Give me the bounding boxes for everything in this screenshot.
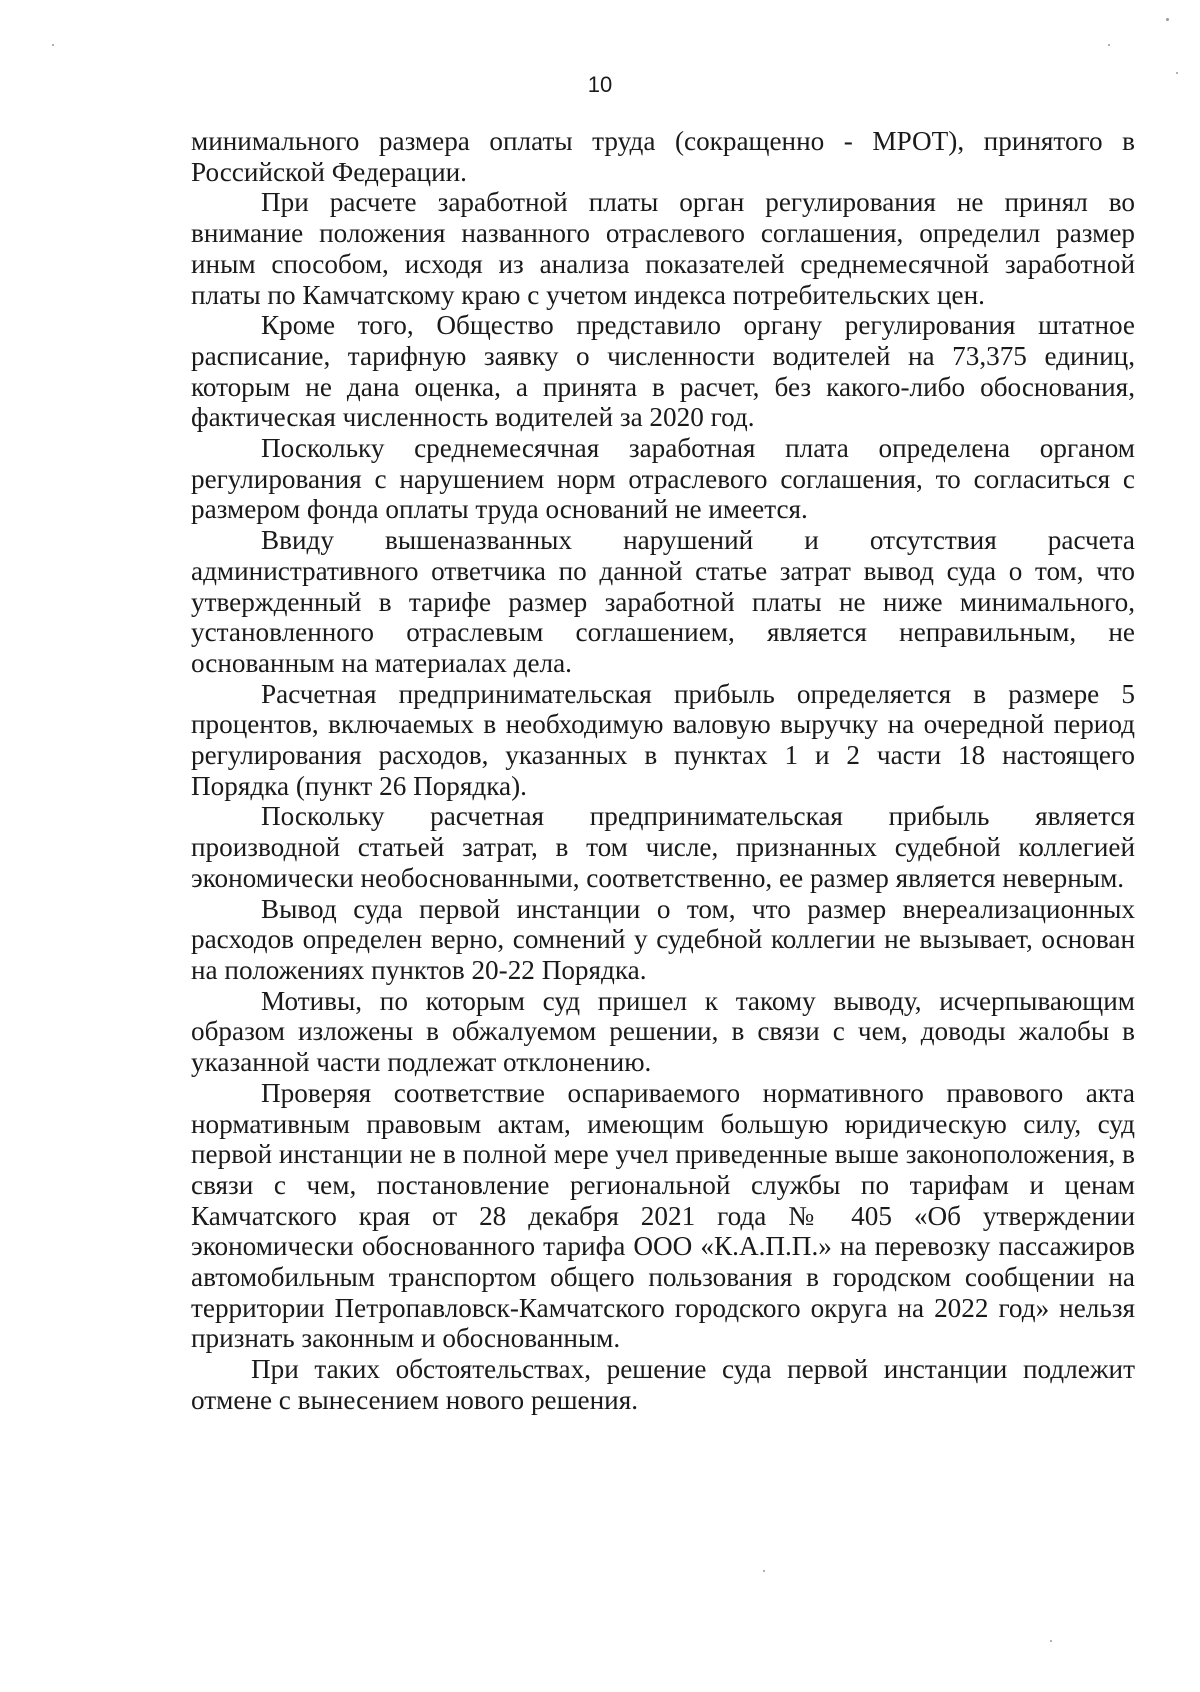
scan-speck [763, 1570, 765, 1572]
paragraph-5: Ввиду вышеназванных нарушений и отсутствия расчета административного ответчика по данной статье затрат вывод суда о том, что утвержденный в тарифе размер заработной платы не ниже минимального, установленного отраслевым соглашением, является неправильным, не основанным на материалах дела. [191, 525, 1135, 678]
page-number: 10 [587, 72, 613, 97]
paragraph-11: При таких обстоятельствах, решение суда первой инстанции подлежит отмене с вынесением нового решения. [191, 1354, 1135, 1415]
paragraph-9: Мотивы, по которым суд пришел к такому выводу, исчерпывающим образом изложены в обжалуемом решении, в связи с чем, доводы жалобы в указанной части подлежат отклонению. [191, 985, 1135, 1078]
paragraph-8: Вывод суда первой инстанции о том, что размер внереализационных расходов определен верно, сомнений у судебной коллегии не вызывает, основан на положениях пунктов 20-22 Порядка. [191, 893, 1135, 985]
paragraph-4: Поскольку среднемесячная заработная плата определена органом регулирования с нарушением норм отраслевого соглашения, то согласиться с размером фонда оплаты труда оснований не имеется. [191, 433, 1135, 525]
paragraph-1: минимального размера оплаты труда (сокращенно - МРОТ), принятого в Российской Федерации. [191, 126, 1135, 187]
paragraph-2: При расчете заработной платы орган регулирования не принял во внимание положения названного отраслевого соглашения, определил размер иным способом, исходя из анализа показателей среднемесячной заработной платы по Камчатскому краю с учетом индекса потребительских цен. [191, 187, 1135, 310]
scan-speck [1176, 72, 1178, 74]
document-body [191, 126, 1135, 1416]
paragraph-10: Проверяя соответствие оспариваемого нормативного правового акта нормативным правовым актам, имеющим большую юридическую силу, суд первой инстанции не в полной мере учел приведенные выше законоположения, в связи с чем, постановление региональной службы по тарифам и ценам Камчатского края от 28 декабря 2021 года № 405 «Об утверждении экономически обоснованного тарифа ООО «К.А.П.П.» на перевозку пассажиров автомобильным транспортом общего пользования в городском сообщении на территории Петропавловск-Камчатского городского округа на 2022 год» нельзя признать законным и обоснованным. [191, 1077, 1135, 1354]
paragraph-7: Поскольку расчетная предпринимательская прибыль является производной статьей затрат, в том числе, признанных судебной коллегией экономически необоснованными, соответственно, ее размер является неверным. [191, 801, 1135, 893]
scan-speck [1166, 18, 1169, 21]
scan-speck [1050, 1640, 1052, 1642]
scan-speck [52, 44, 54, 46]
paragraph-3: Кроме того, Общество представило органу регулирования штатное расписание, тарифную заявку о численности водителей на 73,375 единиц, которым не дана оценка, а принята в расчет, без какого-либо обоснования, фактическая численность водителей за 2020 год. [191, 310, 1135, 433]
scan-speck [1108, 44, 1110, 46]
paragraph-6: Расчетная предпринимательская прибыль определяется в размере 5 процентов, включаемых в необходимую валовую выручку на очередной период регулирования расходов, указанных в пунктах 1 и 2 части 18 настоящего Порядка (пункт 26 Порядка). [191, 678, 1135, 801]
